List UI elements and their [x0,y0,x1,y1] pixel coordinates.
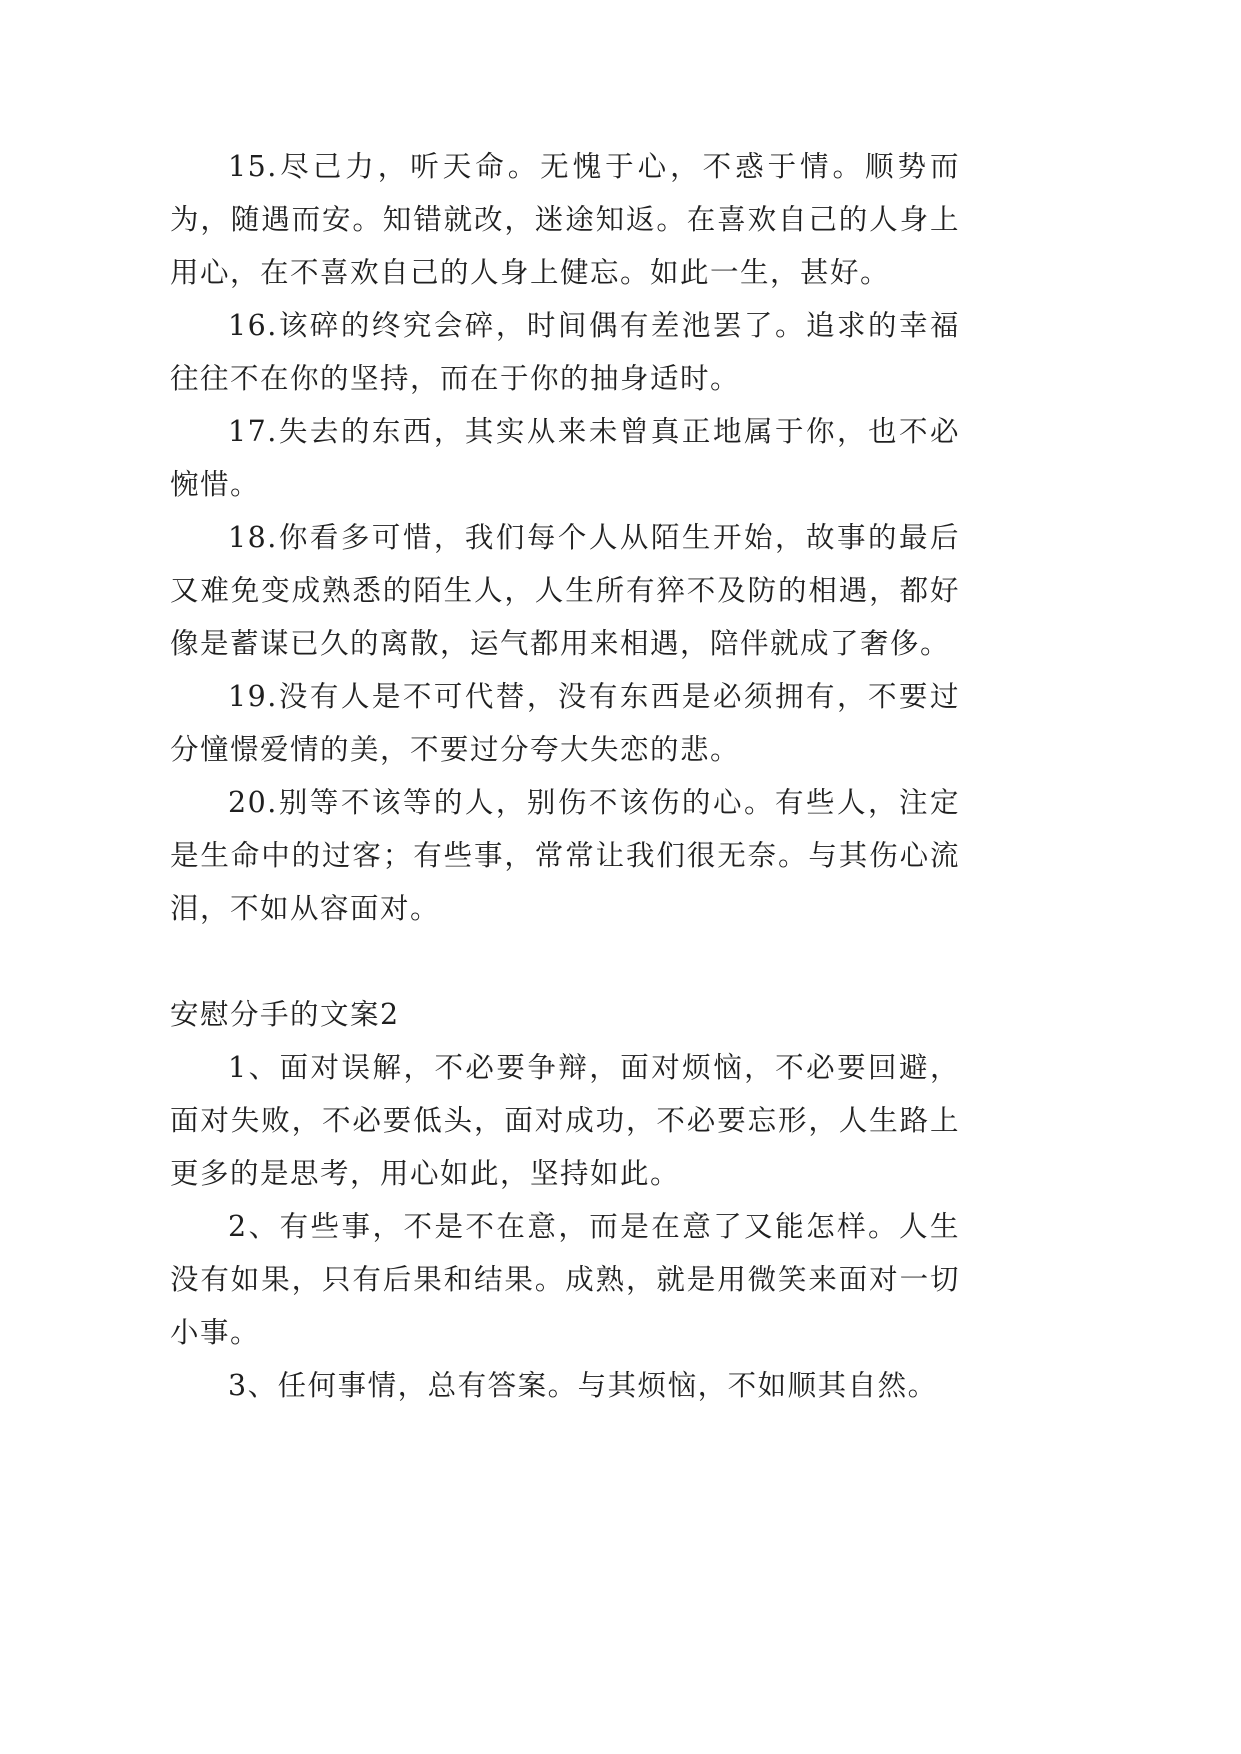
paragraph-17: 17.失去的东西，其实从来未曾真正地属于你，也不必惋惜。 [170,415,960,501]
paragraph-18: 18.你看多可惜，我们每个人从陌生开始，故事的最后又难免变成熟悉的陌生人，人生所有猝不及防的相遇，都好像是蓄谋已久的离散，运气都用来相遇，陪伴就成了奢侈。 [170,521,960,660]
document-body [170,140,960,1412]
paragraph-3: 3、任何事情，总有答案。与其烦恼，不如顺其自然。 [228,1369,938,1402]
section-heading: 安慰分手的文案2 [170,998,400,1031]
paragraph-15: 15.尽己力，听天命。无愧于心，不惑于情。顺势而为，随遇而安。知错就改，迷途知返。在喜欢自己的人身上用心，在不喜欢自己的人身上健忘。如此一生，甚好。 [170,150,960,289]
paragraph-16: 16.该碎的终究会碎，时间偶有差池罢了。追求的幸福往往不在你的坚持，而在于你的抽身适时。 [170,309,960,395]
paragraph-1: 1、面对误解，不必要争辩，面对烦恼，不必要回避，面对失败，不必要低头，面对成功，不必要忘形，人生路上更多的是思考，用心如此，坚持如此。 [170,1051,960,1190]
paragraph-2: 2、有些事，不是不在意，而是在意了又能怎样。人生没有如果，只有后果和结果。成熟，就是用微笑来面对一切小事。 [170,1210,960,1349]
paragraph-19: 19.没有人是不可代替，没有东西是必须拥有，不要过分憧憬爱情的美，不要过分夸大失恋的悲。 [170,680,960,766]
paragraph-20: 20.别等不该等的人，别伤不该伤的心。有些人，注定是生命中的过客；有些事，常常让我们很无奈。与其伤心流泪，不如从容面对。 [170,786,960,925]
